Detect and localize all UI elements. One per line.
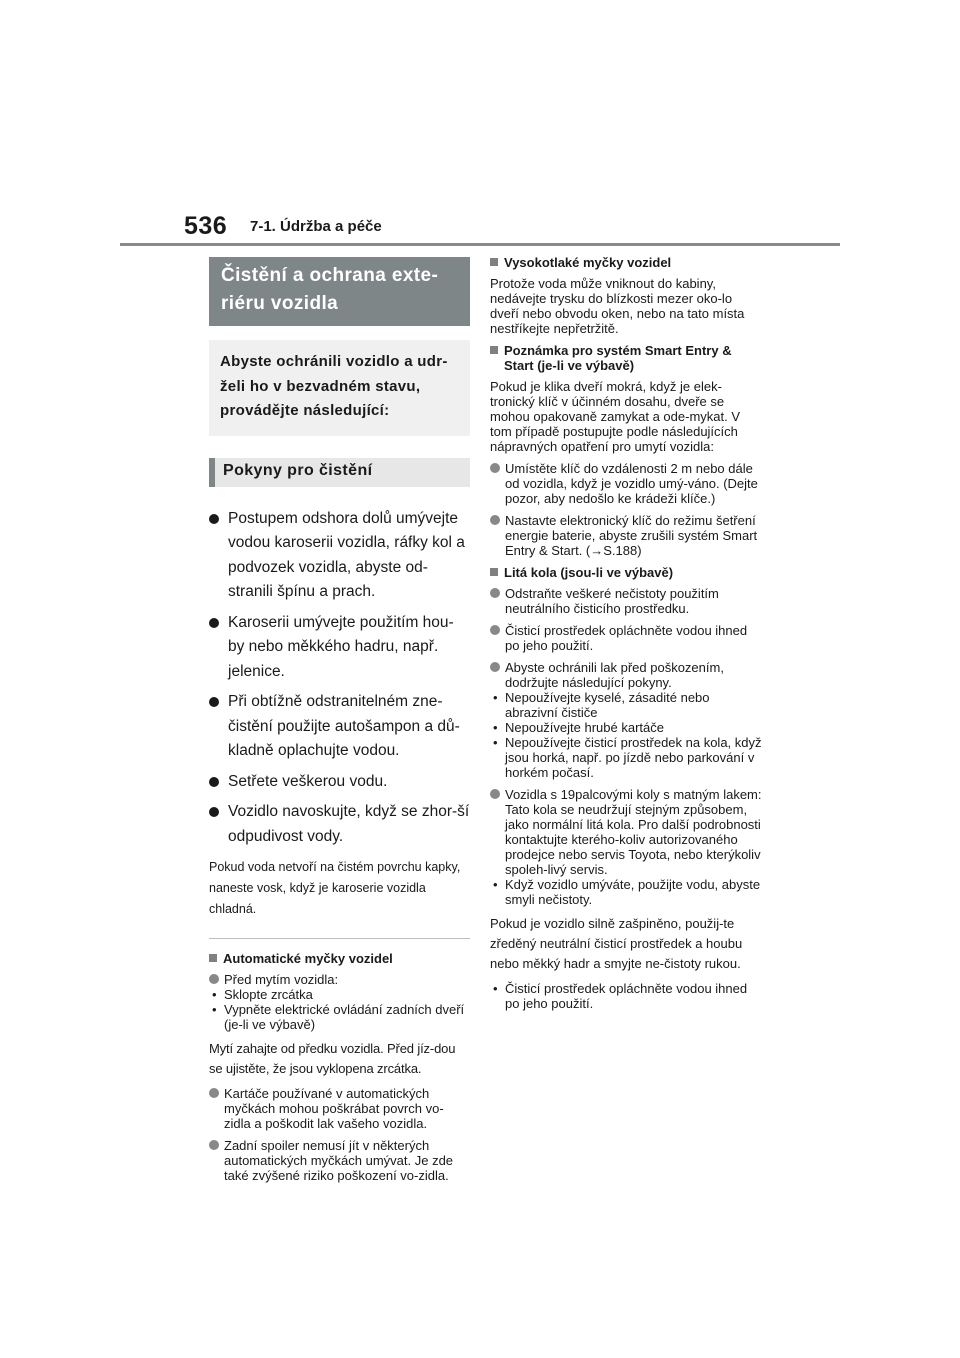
section-title: 7-1. Údržba a péče (250, 218, 382, 235)
intro-box: Abyste ochránili vozidlo a udr-želi ho v bezvadném stavu, provádějte následující: (209, 340, 470, 436)
bullet-dot-icon (209, 697, 219, 707)
bullet-dot-icon (209, 618, 219, 628)
list-item: Umístěte klíč do vzdálenosti 2 m nebo dále od vozidla, když je vozidlo umý-váno. (Dejte pozor, aby nedošlo ke krádeži klíče.) (490, 461, 762, 506)
heading-pressure-washers: Vysokotlaké myčky vozidel (490, 255, 762, 270)
circle-bullet-icon (490, 515, 500, 525)
list-item: Při obtížně odstranitelném zne-čistění použijte autošampon a dů-kladně oplachujte vodou. (209, 690, 470, 764)
left-column (209, 257, 470, 1190)
circle-bullet-icon (490, 789, 500, 799)
square-bullet-icon (490, 568, 498, 576)
list-item: Kartáče používané v automatických myčkách mohou poškrábat povrch vo-zidla a poškodit lak vašeho vozidla. (209, 1086, 470, 1131)
list-item: Setřete veškerou vodu. (209, 770, 470, 795)
list-item: Postupem odshora dolů umývejte vodou karoserii vozidla, ráfky kol a podvozek vozidla, abyste od-stranili špínu a prach. (209, 507, 470, 605)
bullet-dot-icon (209, 514, 219, 524)
header-rule (120, 243, 840, 246)
dirty-vehicle-note: Pokud je vozidlo silně zašpiněno, použij-te zředěný neutrální čisticí prostředek a houbu nebo měkký hadr a smyjte ne-čistoty rukou. (490, 916, 743, 971)
square-bullet-icon (490, 258, 498, 266)
square-bullet-icon (490, 346, 498, 354)
sub-list-item: • Nepoužívejte čisticí prostředek na kola, když jsou horká, např. po jízdě nebo parkování v horkém počasí. (493, 735, 762, 780)
bullet-dot-icon (209, 807, 219, 817)
list-item: Před mytím vozidla: (209, 972, 470, 987)
page-title: Čistění a ochrana exte-riéru vozidla (209, 257, 470, 326)
circle-bullet-icon (209, 1088, 219, 1098)
sub-list-item: • Čisticí prostředek opláchněte vodou ihned po jeho použití. (493, 981, 748, 1011)
square-bullet-icon (209, 954, 217, 962)
list-item: Vozidla s 19palcovými koly s matným lakem: Tato kola se neudržují stejným způsobem, jako normální litá kola. Pro další podrobnosti kontaktujte kterého-koliv autorizovaného prodejce nebo servis Toyota, nebo kterýkoliv spoleh-livý servis. (490, 787, 762, 877)
circle-bullet-icon (490, 662, 500, 672)
sub-list-item: • Když vozidlo umýváte, použijte vodu, abyste smyli nečistoty. (493, 877, 761, 907)
heading-smart-entry: Poznámka pro systém Smart Entry & Start (je-li ve výbavě) (490, 343, 762, 373)
circle-bullet-icon (490, 625, 500, 635)
right-column (490, 255, 762, 1018)
page-reference: S.188) (603, 543, 642, 558)
pressure-washer-text: Protože voda může vniknout do kabiny, nedávejte trysku do blízkosti mezer oko-lo dveří nebo obvodu oken, nebo na tato místa nestříkejte nepřetržitě. (490, 276, 745, 336)
wax-note: Pokud voda netvoří na čistém povrchu kapky, naneste vosk, když je karoserie vozidla chladná. (209, 860, 461, 916)
circle-bullet-icon (490, 463, 500, 473)
list-item: Zadní spoiler nemusí jít v některých automatických myčkách umývat. Je zde také zvýšené riziko poškození vo-zidla. (209, 1138, 470, 1183)
heading-alloy-wheels: Litá kola (jsou-li ve výbavě) (490, 565, 762, 580)
list-item: Nastavte elektronický klíč do režimu šetření energie baterie, abyste zrušili systém Smart Entry & Start. (→S.188) (490, 513, 762, 558)
list-item: Abyste ochránili lak před poškozením, dodržujte následující pokyny. (490, 660, 762, 690)
list-item: Karoserii umývejte použitím hou-by nebo měkkého hadru, např. jelenice. (209, 611, 470, 685)
subtitle-cleaning-guidelines: Pokyny pro čistění (209, 458, 470, 487)
heading-automatic-car-wash: Automatické myčky vozidel (209, 951, 470, 966)
circle-bullet-icon (209, 974, 219, 984)
circle-bullet-icon (209, 1140, 219, 1150)
reference-arrow-icon: → (590, 543, 604, 558)
smart-entry-text: Pokud je klika dveří mokrá, když je elek-tronický klíč v účinném dosahu, dveře se mohou opakovaně zamykat a ode-mykat. V tom případě postupujte podle následujících nápravných opatření pro umytí vozidla: (490, 379, 741, 454)
divider (209, 938, 470, 939)
sub-list-item: • Vypněte elektrické ovládání zadních dveří (je-li ve výbavě) (212, 1002, 465, 1032)
sub-list-item: • Nepoužívejte kyselé, zásadité nebo abrazivní čističe (493, 690, 710, 720)
circle-bullet-icon (490, 588, 500, 598)
list-item: Čisticí prostředek opláchněte vodou ihned po jeho použití. (490, 623, 762, 653)
page-number: 536 (184, 212, 228, 240)
sub-list-item: • Sklopte zrcátka (212, 987, 313, 1002)
page-header (0, 0, 960, 250)
cleaning-steps-list (209, 507, 470, 850)
list-item: Vozidlo navoskujte, když se zhor-ší odpudivost vody. (209, 800, 470, 849)
list-item: Odstraňte veškeré nečistoty použitím neutrálního čisticího prostředku. (490, 586, 762, 616)
bullet-dot-icon (209, 777, 219, 787)
sub-list-item: • Nepoužívejte hrubé kartáče (493, 720, 664, 735)
start-note: Mytí zahajte od předku vozidla. Před jíz-dou se ujistěte, že jsou vyklopena zrcátka. (209, 1041, 456, 1076)
